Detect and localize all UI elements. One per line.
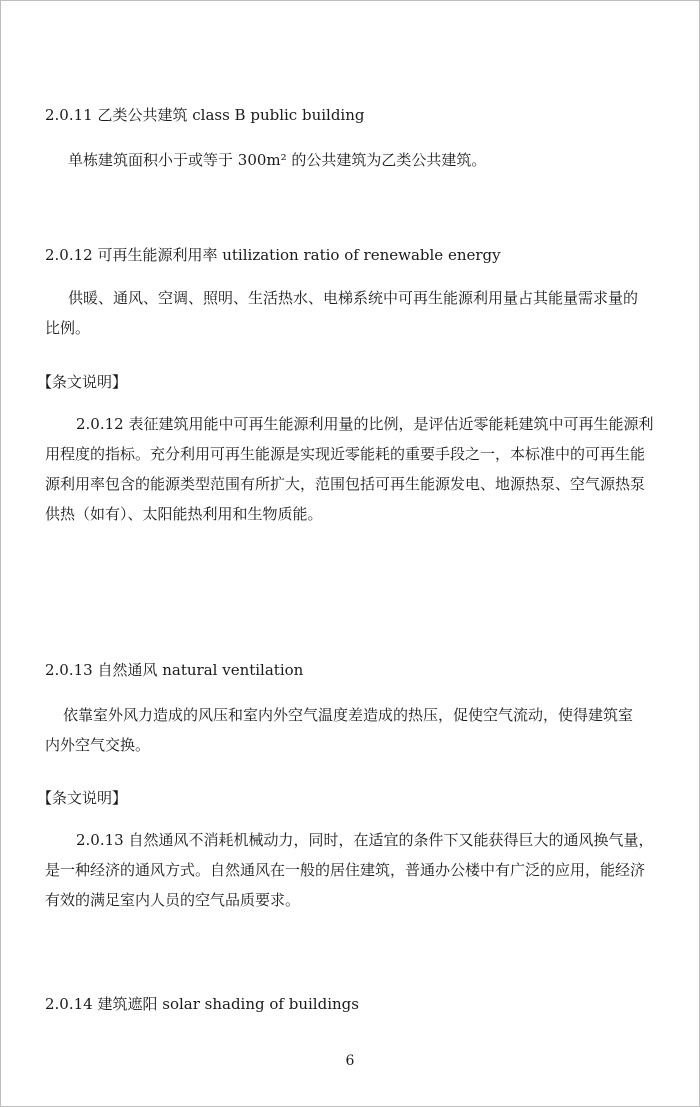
definition-line: 内外空气交换。 xyxy=(45,736,151,754)
note-2-0-13 xyxy=(45,825,653,915)
note-2-0-12 xyxy=(45,409,653,529)
heading-2-0-13: 2.0.13 自然通风 natural ventilation xyxy=(45,661,304,679)
definition-2-0-12 xyxy=(45,283,638,343)
definition-line: 比例。 xyxy=(45,319,91,337)
note-line: 用程度的指标。充分利用可再生能源是实现近零能耗的重要手段之一，本标准中的可再生能 xyxy=(45,445,646,463)
note-line: 供热（如有）、太阳能热利用和生物质能。 xyxy=(45,505,323,523)
note-label-2-0-13: 【条文说明】 xyxy=(37,789,128,807)
page-number: 6 xyxy=(345,1053,355,1069)
note-line: 是一种经济的通风方式。自然通风在一般的居住建筑，普通办公楼中有广泛的应用，能经济 xyxy=(45,861,646,879)
heading-2-0-14: 2.0.14 建筑遮阳 solar shading of buildings xyxy=(45,995,359,1013)
note-line: 源利用率包含的能源类型范围有所扩大，范围包括可再生能源发电、地源热泵、空气源热泵 xyxy=(45,475,646,493)
definition-line: 依靠室外风力造成的风压和室内外空气温度差造成的热压，促使空气流动，使得建筑室 xyxy=(63,706,634,724)
heading-2-0-12: 2.0.12 可再生能源利用率 utilization ratio of renewable energy xyxy=(45,246,501,264)
definition-line: 供暖、通风、空调、照明、生活热水、电梯系统中可再生能源利用量占其能量需求量的 xyxy=(68,289,639,307)
heading-2-0-11: 2.0.11 乙类公共建筑 class B public building xyxy=(45,106,365,124)
definition-2-0-13 xyxy=(45,700,633,760)
note-line: 2.0.12 表征建筑用能中可再生能源利用量的比例，是评估近零能耗建筑中可再生能源利 xyxy=(76,415,654,433)
definition-2-0-11 xyxy=(68,145,486,175)
note-label-2-0-12: 【条文说明】 xyxy=(37,373,128,391)
note-line: 有效的满足室内人员的空气品质要求。 xyxy=(45,891,301,909)
note-line: 2.0.13 自然通风不消耗机械动力，同时，在适宜的条件下又能获得巨大的通风换气量， xyxy=(76,831,654,849)
definition-line: 单栋建筑面积小于或等于 300m² 的公共建筑为乙类公共建筑。 xyxy=(68,151,487,169)
